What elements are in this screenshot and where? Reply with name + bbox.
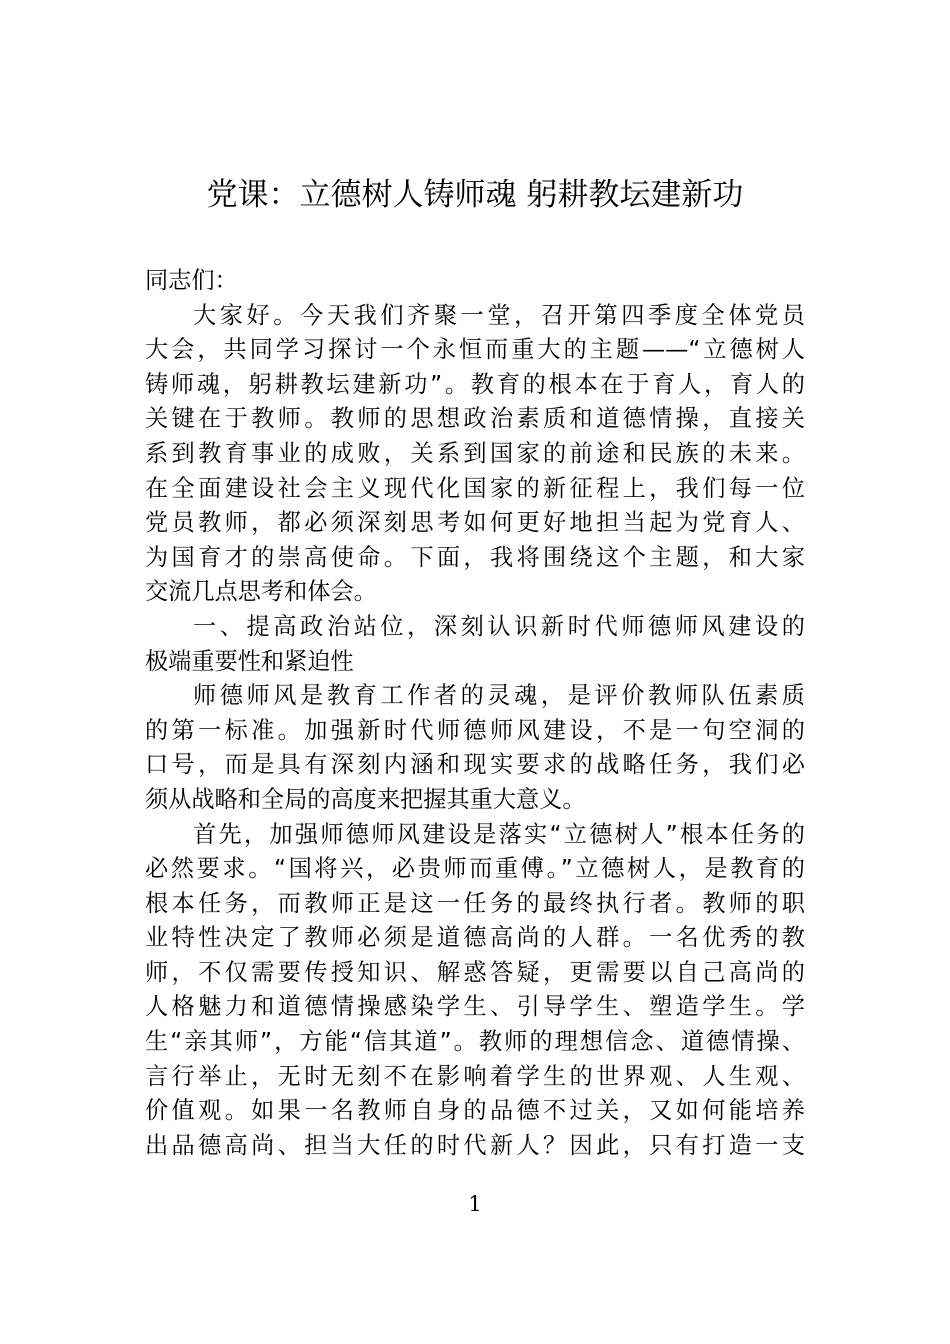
paragraph-line: 人格魅力和道德情操感染学生、引导学生、塑造学生。学 bbox=[145, 993, 805, 1021]
paragraph-line: 出品德高尚、担当大任的时代新人？因此，只有打造一支 bbox=[145, 1131, 805, 1159]
paragraph-line: 为国育才的崇高使命。下面，我将围绕这个主题，和大家 bbox=[145, 543, 805, 571]
paragraph-line: 大会，共同学习探讨一个永恒而重大的主题——“立德树人 bbox=[145, 336, 805, 364]
paragraph-line: 首先，加强师德师风建设是落实“立德树人”根本任务的 bbox=[193, 820, 805, 848]
paragraph-line: 关键在于教师。教师的思想政治素质和道德情操，直接关 bbox=[145, 405, 805, 433]
paragraph-line: 须从战略和全局的高度来把握其重大意义。 bbox=[145, 785, 586, 813]
document-body bbox=[145, 264, 805, 1163]
paragraph-line: 师德师风是教育工作者的灵魂，是评价教师队伍素质 bbox=[193, 682, 805, 710]
paragraph-line: 根本任务，而教师正是这一任务的最终执行者。教师的职 bbox=[145, 889, 805, 917]
paragraph-line: 口号，而是具有深刻内涵和现实要求的战略任务，我们必 bbox=[145, 751, 805, 779]
document-title: 党课：立德树人铸师魂 躬耕教坛建新功 bbox=[206, 177, 744, 213]
paragraph-line: 的第一标准。加强新时代师德师风建设，不是一句空洞的 bbox=[145, 716, 805, 744]
paragraph-line: 党员教师，都必须深刻思考如何更好地担当起为党育人、 bbox=[145, 509, 805, 537]
paragraph-line: 价值观。如果一名教师自身的品德不过关，又如何能培养 bbox=[145, 1097, 805, 1125]
paragraph-line: 在全面建设社会主义现代化国家的新征程上，我们每一位 bbox=[145, 474, 805, 502]
paragraph-line: 交流几点思考和体会。 bbox=[145, 578, 377, 606]
salutation: 同志们： bbox=[145, 267, 238, 294]
paragraph-line: 师，不仅需要传授知识、解惑答疑，更需要以自己高尚的 bbox=[145, 958, 805, 986]
page-number: 1 bbox=[468, 1192, 482, 1216]
paragraph-line: 生“亲其师”，方能“信其道”。教师的理想信念、道德情操、 bbox=[145, 1028, 805, 1056]
paragraph-line: 铸师魂，躬耕教坛建新功”。教育的根本在于育人，育人的 bbox=[145, 370, 805, 398]
paragraph-line: 大家好。今天我们齐聚一堂，召开第四季度全体党员 bbox=[193, 301, 805, 329]
paragraph-line: 业特性决定了教师必须是道德高尚的人群。一名优秀的教 bbox=[145, 924, 805, 952]
section-heading-line: 极端重要性和紧迫性 bbox=[145, 647, 354, 675]
paragraph-line: 必然要求。“国将兴，必贵师而重傅。”立德树人，是教育的 bbox=[145, 855, 805, 883]
paragraph-line: 系到教育事业的成败，关系到国家的前途和民族的未来。 bbox=[145, 439, 805, 467]
paragraph-line: 言行举止，无时无刻不在影响着学生的世界观、人生观、 bbox=[145, 1062, 805, 1090]
section-heading-line: 一、提高政治站位，深刻认识新时代师德师风建设的 bbox=[193, 612, 805, 640]
